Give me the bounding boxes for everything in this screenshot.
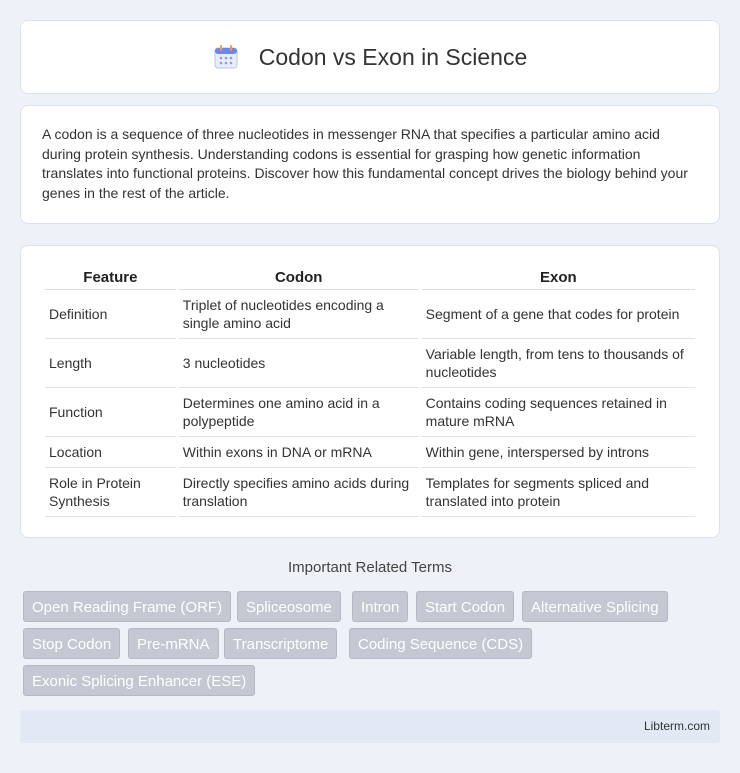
header-feature: Feature — [45, 266, 176, 290]
table-cell: Length — [45, 339, 176, 388]
table-cell: 3 nucleotides — [179, 339, 419, 388]
table-header-row — [45, 266, 695, 290]
tag-open-reading-frame[interactable]: Open Reading Frame (ORF) — [23, 591, 231, 622]
table-row — [45, 437, 695, 468]
table-cell: Triplet of nucleotides encoding a single amino acid — [179, 290, 419, 339]
table-cell: Within exons in DNA or mRNA — [179, 437, 419, 468]
tag-pre-mrna[interactable]: Pre-mRNA — [128, 628, 219, 659]
table-cell: Within gene, interspersed by introns — [422, 437, 695, 468]
table-cell: Location — [45, 437, 176, 468]
table-cell: Role in Protein Synthesis — [45, 468, 176, 517]
header-codon: Codon — [179, 266, 419, 290]
table-cell: Definition — [45, 290, 176, 339]
calendar-icon — [213, 44, 239, 70]
table-row — [45, 468, 695, 517]
tag-exonic-splicing-enhancer[interactable]: Exonic Splicing Enhancer (ESE) — [23, 665, 255, 696]
header-exon: Exon — [422, 266, 695, 290]
tag-alternative-splicing[interactable]: Alternative Splicing — [522, 591, 668, 622]
header-card — [20, 20, 720, 94]
table-row — [45, 290, 695, 339]
footer — [20, 710, 720, 743]
table-row — [45, 388, 695, 437]
table-cell: Segment of a gene that codes for protein — [422, 290, 695, 339]
table-cell: Directly specifies amino acids during translation — [179, 468, 419, 517]
table-row — [45, 339, 695, 388]
comparison-table-card — [20, 245, 720, 538]
table-cell: Function — [45, 388, 176, 437]
intro-text: A codon is a sequence of three nucleotides in messenger RNA that specifies a particular amino acid during protein synthesis. Understanding codons is essential for grasping how genetic information translates into functional proteins. Discover how this fundamental concept drives the biology behind your genes in the rest of the article. — [42, 126, 688, 201]
tag-spliceosome[interactable]: Spliceosome — [237, 591, 341, 622]
table-cell: Determines one amino acid in a polypeptide — [179, 388, 419, 437]
footer-site-link[interactable]: Libterm.com — [643, 719, 710, 733]
table-cell: Templates for segments spliced and translated into protein — [422, 468, 695, 517]
tag-coding-sequence[interactable]: Coding Sequence (CDS) — [349, 628, 532, 659]
table-cell: Contains coding sequences retained in mature mRNA — [422, 388, 695, 437]
page-title: Codon vs Exon in Science — [258, 43, 528, 70]
tag-stop-codon[interactable]: Stop Codon — [23, 628, 120, 659]
table-cell: Variable length, from tens to thousands of nucleotides — [422, 339, 695, 388]
tag-intron[interactable]: Intron — [352, 591, 408, 622]
comparison-table — [42, 266, 698, 517]
related-terms-title: Important Related Terms — [288, 559, 452, 576]
tag-start-codon[interactable]: Start Codon — [416, 591, 514, 622]
tag-transcriptome[interactable]: Transcriptome — [224, 628, 337, 659]
intro-card — [20, 105, 720, 224]
